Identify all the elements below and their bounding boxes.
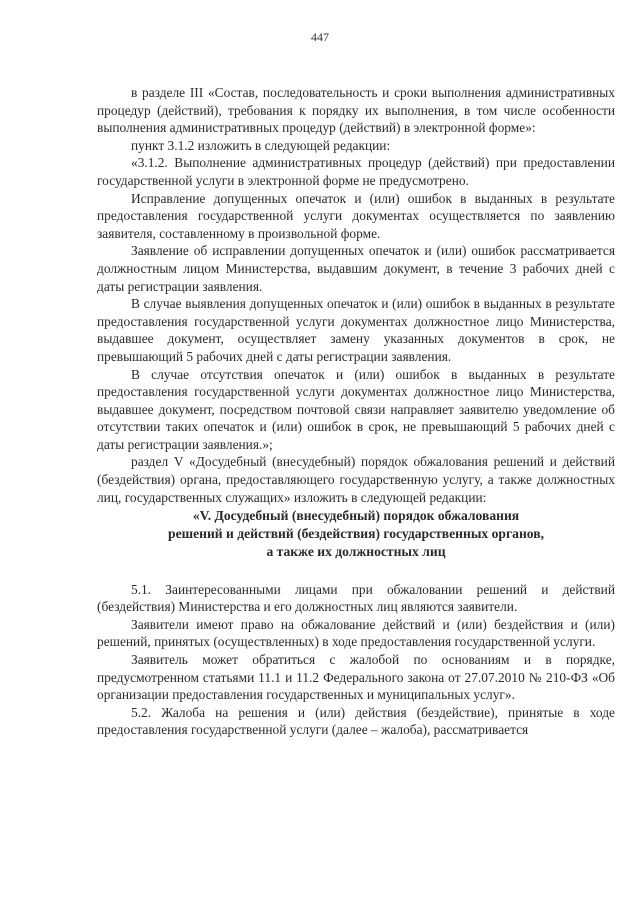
document-body bbox=[97, 84, 615, 739]
paragraph-5-1: 5.1. Заинтересованными лицами при обжаловании решений и действий (бездействия) Министерства и его должностных лиц являются заявители. bbox=[97, 581, 615, 615]
paragraph-complaint-grounds: Заявитель может обратиться с жалобой по основаниям и в порядке, предусмотренном статьями 11.1 и 11.2 Федерального закона от 27.07.2010 № 210-ФЗ «Об организации предоставления государственных и муниципальных услуг». bbox=[97, 652, 615, 703]
heading-line-3: а также их должностных лиц bbox=[266, 543, 446, 559]
paragraph-applicant-rights: Заявители имеют право на обжалование действий и (или) бездействия и (или) решений, принятых (осуществленных) в ходе предоставления государственной услуги. bbox=[97, 616, 615, 650]
paragraph-review: Заявление об исправлении допущенных опечаток и (или) ошибок рассматривается должностным лицом Министерства, выдавшим документ, в течение 3 рабочих дней с даты регистрации заявления. bbox=[97, 243, 615, 294]
paragraph-section-v-intro: раздел V «Досудебный (внесудебный) порядок обжалования решений и действий (бездействия) органа, предоставляющего государственную услугу, а также должностных лиц, государственных служащих» изложить в следующей редакции: bbox=[97, 454, 615, 505]
paragraph-notification: В случае отсутствия опечаток и (или) ошибок в выданных в результате предоставления государственной услуги документах должностное лицо Министерства, выдавшее документ, посредством почтовой связи направляет заявителю уведомление об отсутствии таких опечаток и (или) ошибок в срок, не превышающий 5 рабочих дней с даты регистрации заявления.»; bbox=[97, 366, 615, 452]
paragraph-section-iii-intro: в разделе III «Состав, последовательность и сроки выполнения административных процедур (действий), требования к порядку их выполнения, в том числе особенности выполнения административных процедур (действий) в электронной форме»: bbox=[97, 85, 615, 136]
page-number: 447 bbox=[311, 30, 329, 44]
paragraph-point-3-1-2-intro: пункт 3.1.2 изложить в следующей редакции: bbox=[131, 137, 391, 153]
heading-line-1: «V. Досудебный (внесудебный) порядок обжалования bbox=[192, 508, 520, 524]
paragraph-correction: Исправление допущенных опечаток и (или) ошибок в выданных в результате предоставления государственной услуги документах осуществляется по заявлению заявителя, составленному в произвольной форме. bbox=[97, 190, 615, 241]
section-v-heading bbox=[97, 507, 615, 560]
paragraph-3-1-2: «3.1.2. Выполнение административных процедур (действий) при предоставлении государственной услуги в электронной форме не предусмотрено. bbox=[97, 155, 615, 188]
paragraph-5-2: 5.2. Жалоба на решения и (или) действия (бездействие), принятые в ходе предоставления государственной услуги (далее – жалоба), рассматривается bbox=[97, 704, 615, 738]
heading-line-2: решений и действий (бездействия) государственных органов, bbox=[168, 526, 544, 542]
paragraph-replacement: В случае выявления допущенных опечаток и (или) ошибок в выданных в результате предоставления государственной услуги документах должностное лицо Министерства, выдавшее документ, осуществляет замену указанных документов в срок, не превышающий 5 рабочих дней с даты регистрации заявления. bbox=[97, 296, 615, 364]
